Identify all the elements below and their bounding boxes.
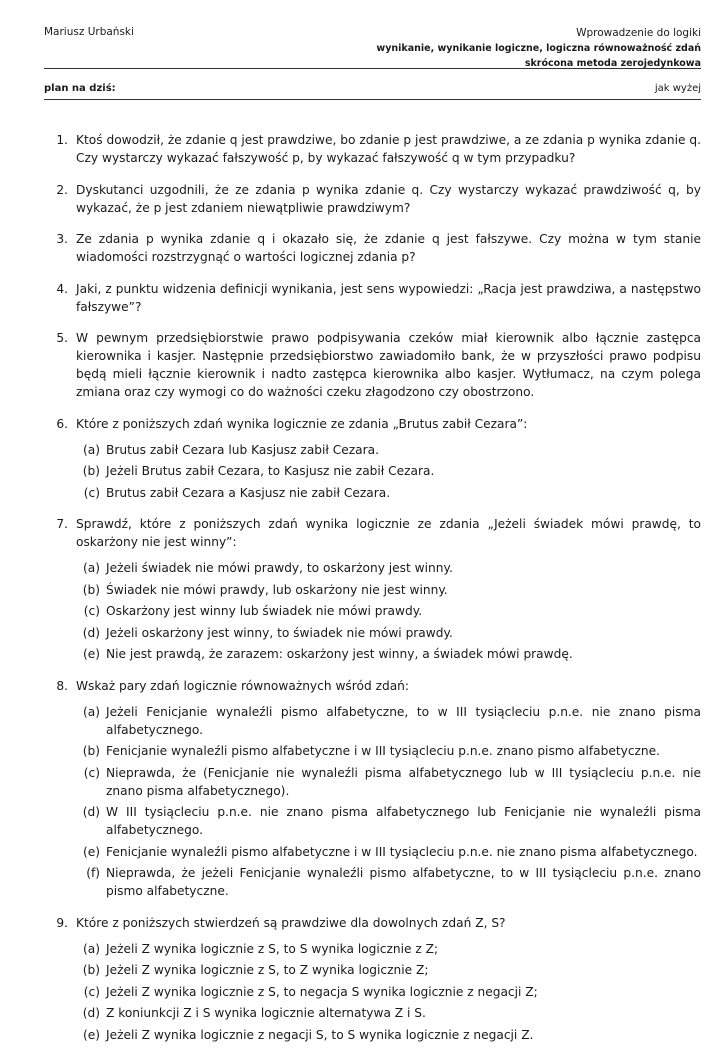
option-letter: (b) <box>82 744 100 758</box>
option-text: W III tysiącleciu p.n.e. nie znano pisma alfabetycznego lub Fenicjanie nie wynaleźli pisma alfabetycznego. <box>106 805 701 837</box>
method-title: skrócona metoda zerojedynkowa <box>524 58 701 69</box>
answer-option <box>76 764 701 800</box>
answer-option <box>76 624 701 642</box>
question-number: 3. <box>56 232 68 246</box>
question-text: Sprawdź, które z poniższych zdań wynika logicznie ze zdania „Jeżeli świadek mówi prawdę, to oskarżony nie jest winny”: <box>76 517 701 549</box>
option-text: Świadek nie mówi prawdy, lub oskarżony nie jest winny. <box>106 582 448 597</box>
exercise-list <box>44 131 701 1057</box>
question-item <box>44 280 701 316</box>
course-title: Wprowadzenie do logiki <box>576 27 701 39</box>
answer-options <box>76 559 701 663</box>
question-item <box>44 181 701 217</box>
question-item <box>44 914 701 1044</box>
question-number: 5. <box>56 331 68 345</box>
answer-option <box>76 843 701 861</box>
answer-options <box>76 940 701 1044</box>
question-number: 8. <box>56 678 68 693</box>
author-name: Mariusz Urbański <box>44 26 134 38</box>
option-text: Jeżeli oskarżony jest winny, to świadek nie mówi prawdy. <box>106 625 453 640</box>
answer-option <box>76 864 701 900</box>
answer-option <box>76 940 701 958</box>
option-letter: (d) <box>82 805 100 819</box>
question-text: Ze zdania p wynika zdanie q i okazało się, że zdanie q jest fałszywe. Czy można w tym stanie wiadomości rozstrzygnąć o wartości logicznej zdania p? <box>76 232 701 264</box>
question-number: 4. <box>56 281 68 296</box>
option-text: Fenicjanie wynaleźli pismo alfabetyczne i w III tysiącleciu p.n.e. nie znano pisma alfabetycznego. <box>106 844 698 859</box>
answer-option <box>76 441 701 459</box>
answer-options <box>76 441 701 502</box>
question-item <box>44 515 701 663</box>
option-letter: (c) <box>83 984 100 999</box>
question-text: Jaki, z punktu widzenia definicji wynikania, jest sens wypowiedzi: „Racja jest prawdziwa, a następstwo fałszywe”? <box>76 281 701 314</box>
answer-option <box>76 645 701 663</box>
option-text: Nie jest prawdą, że zarazem: oskarżony jest winny, a świadek mówi prawdę. <box>106 647 573 661</box>
option-letter: (b) <box>82 464 100 478</box>
plan-label: plan na dziś: <box>44 83 116 94</box>
question-list <box>44 131 701 1044</box>
question-item <box>44 677 701 901</box>
topic-title: wynikanie, wynikanie logiczne, logiczna równoważność zdań <box>376 43 701 54</box>
question-item <box>44 131 701 167</box>
option-letter: (b) <box>82 582 100 597</box>
option-text: Jeżeli Z wynika logicznie z S, to S wynika logicznie z Z; <box>106 941 439 956</box>
question-text: Ktoś dowodził, że zdanie q jest prawdziwe, bo zdanie p jest prawdziwe, a ze zdania p wynika zdanie q. Czy wystarczy wykazać fałszywość p, by wykazać fałszywość q w tym przypadku? <box>76 133 701 165</box>
answer-option <box>76 983 701 1001</box>
option-letter: (c) <box>83 485 100 500</box>
answer-option <box>76 1026 701 1044</box>
option-text: Nieprawda, że (Fenicjanie nie wynaleźli pisma alfabetycznego lub w III tysiącleciu p.n.e. nie znano pisma alfabetycznego). <box>106 765 701 798</box>
option-letter: (a) <box>83 704 100 719</box>
option-text: Oskarżony jest winny lub świadek nie mówi prawdy. <box>106 604 423 618</box>
answer-option <box>76 581 701 599</box>
answer-option <box>76 462 701 480</box>
answer-option <box>76 484 701 502</box>
question-number: 9. <box>56 915 68 930</box>
option-letter: (d) <box>82 1006 100 1020</box>
answer-option <box>76 602 701 620</box>
option-text: Z koniunkcji Z i S wynika logicznie alternatywa Z i S. <box>106 1006 426 1020</box>
document-header <box>376 26 701 71</box>
option-text: Jeżeli Z wynika logicznie z negacji S, to S wynika logicznie z negacji Z. <box>106 1027 534 1042</box>
option-text: Jeżeli Z wynika logicznie z S, to negacja S wynika logicznie z negacji Z; <box>106 984 538 999</box>
question-number: 1. <box>56 133 68 147</box>
option-letter: (e) <box>82 1027 100 1042</box>
header-divider <box>44 68 701 69</box>
option-text: Fenicjanie wynaleźli pismo alfabetyczne i w III tysiącleciu p.n.e. znano pismo alfabetyczne. <box>106 744 661 758</box>
question-item <box>44 415 701 502</box>
answer-option <box>76 742 701 760</box>
option-text: Brutus zabił Cezara lub Kasjusz zabił Cezara. <box>106 442 379 457</box>
question-number: 7. <box>56 517 68 531</box>
plan-value: jak wyżej <box>654 83 701 94</box>
option-letter: (f) <box>86 866 100 880</box>
question-text: Dyskutanci uzgodnili, że ze zdania p wynika zdanie q. Czy wystarczy wykazać prawdziwość q, by wykazać, że p jest zdaniem niewątpliwie prawdziwym? <box>76 182 701 215</box>
answer-option <box>76 803 701 839</box>
option-letter: (d) <box>82 625 100 640</box>
question-text: W pewnym przedsiębiorstwie prawo podpisywania czeków miał kierownik albo łącznie zastępca kierownika i kasjer. Następnie przedsiębiorstwo zawiadomiło bank, że w przyszłości prawo podpisu będą mieli łącznie kierownik i nadto zastępca kierownika albo kasjer. Wytłumacz, na czym polega zmiana oraz czy wymogi co do ważności czeku złagodzono czy obostrzono. <box>76 331 701 399</box>
answer-options <box>76 703 701 901</box>
option-text: Jeżeli Z wynika logicznie z S, to Z wynika logicznie Z; <box>106 963 429 977</box>
option-text: Jeżeli Brutus zabił Cezara, to Kasjusz nie zabił Cezara. <box>106 464 435 478</box>
option-letter: (a) <box>83 941 100 956</box>
question-text: Które z poniższych stwierdzeń są prawdziwe dla dowolnych zdań Z, S? <box>76 915 506 930</box>
question-text: Które z poniższych zdań wynika logicznie ze zdania „Brutus zabił Cezara”: <box>76 416 528 431</box>
option-letter: (a) <box>83 561 100 575</box>
answer-option <box>76 703 701 739</box>
question-item <box>44 230 701 266</box>
option-letter: (c) <box>83 765 100 780</box>
answer-option <box>76 961 701 979</box>
option-text: Brutus zabił Cezara a Kasjusz nie zabił Cezara. <box>106 485 391 500</box>
plan-divider <box>44 99 701 100</box>
option-letter: (c) <box>83 604 100 618</box>
option-letter: (a) <box>83 442 100 457</box>
answer-option <box>76 1004 701 1022</box>
option-text: Jeżeli Fenicjanie wynaleźli pismo alfabetyczne, to w III tysiącleciu p.n.e. nie znano pisma alfabetycznego. <box>106 704 701 737</box>
option-letter: (e) <box>82 647 100 661</box>
option-text: Nieprawda, że jeżeli Fenicjanie wynaleźli pismo alfabetyczne, to w III tysiącleciu p.n.e. znano pismo alfabetyczne. <box>106 866 701 898</box>
option-letter: (b) <box>82 963 100 977</box>
question-number: 6. <box>56 416 68 431</box>
question-item <box>44 329 701 401</box>
question-text: Wskaż pary zdań logicznie równoważnych wśród zdań: <box>76 678 410 693</box>
option-letter: (e) <box>82 844 100 859</box>
answer-option <box>76 559 701 577</box>
option-text: Jeżeli świadek nie mówi prawdy, to oskarżony jest winny. <box>106 561 453 575</box>
question-number: 2. <box>56 182 68 197</box>
